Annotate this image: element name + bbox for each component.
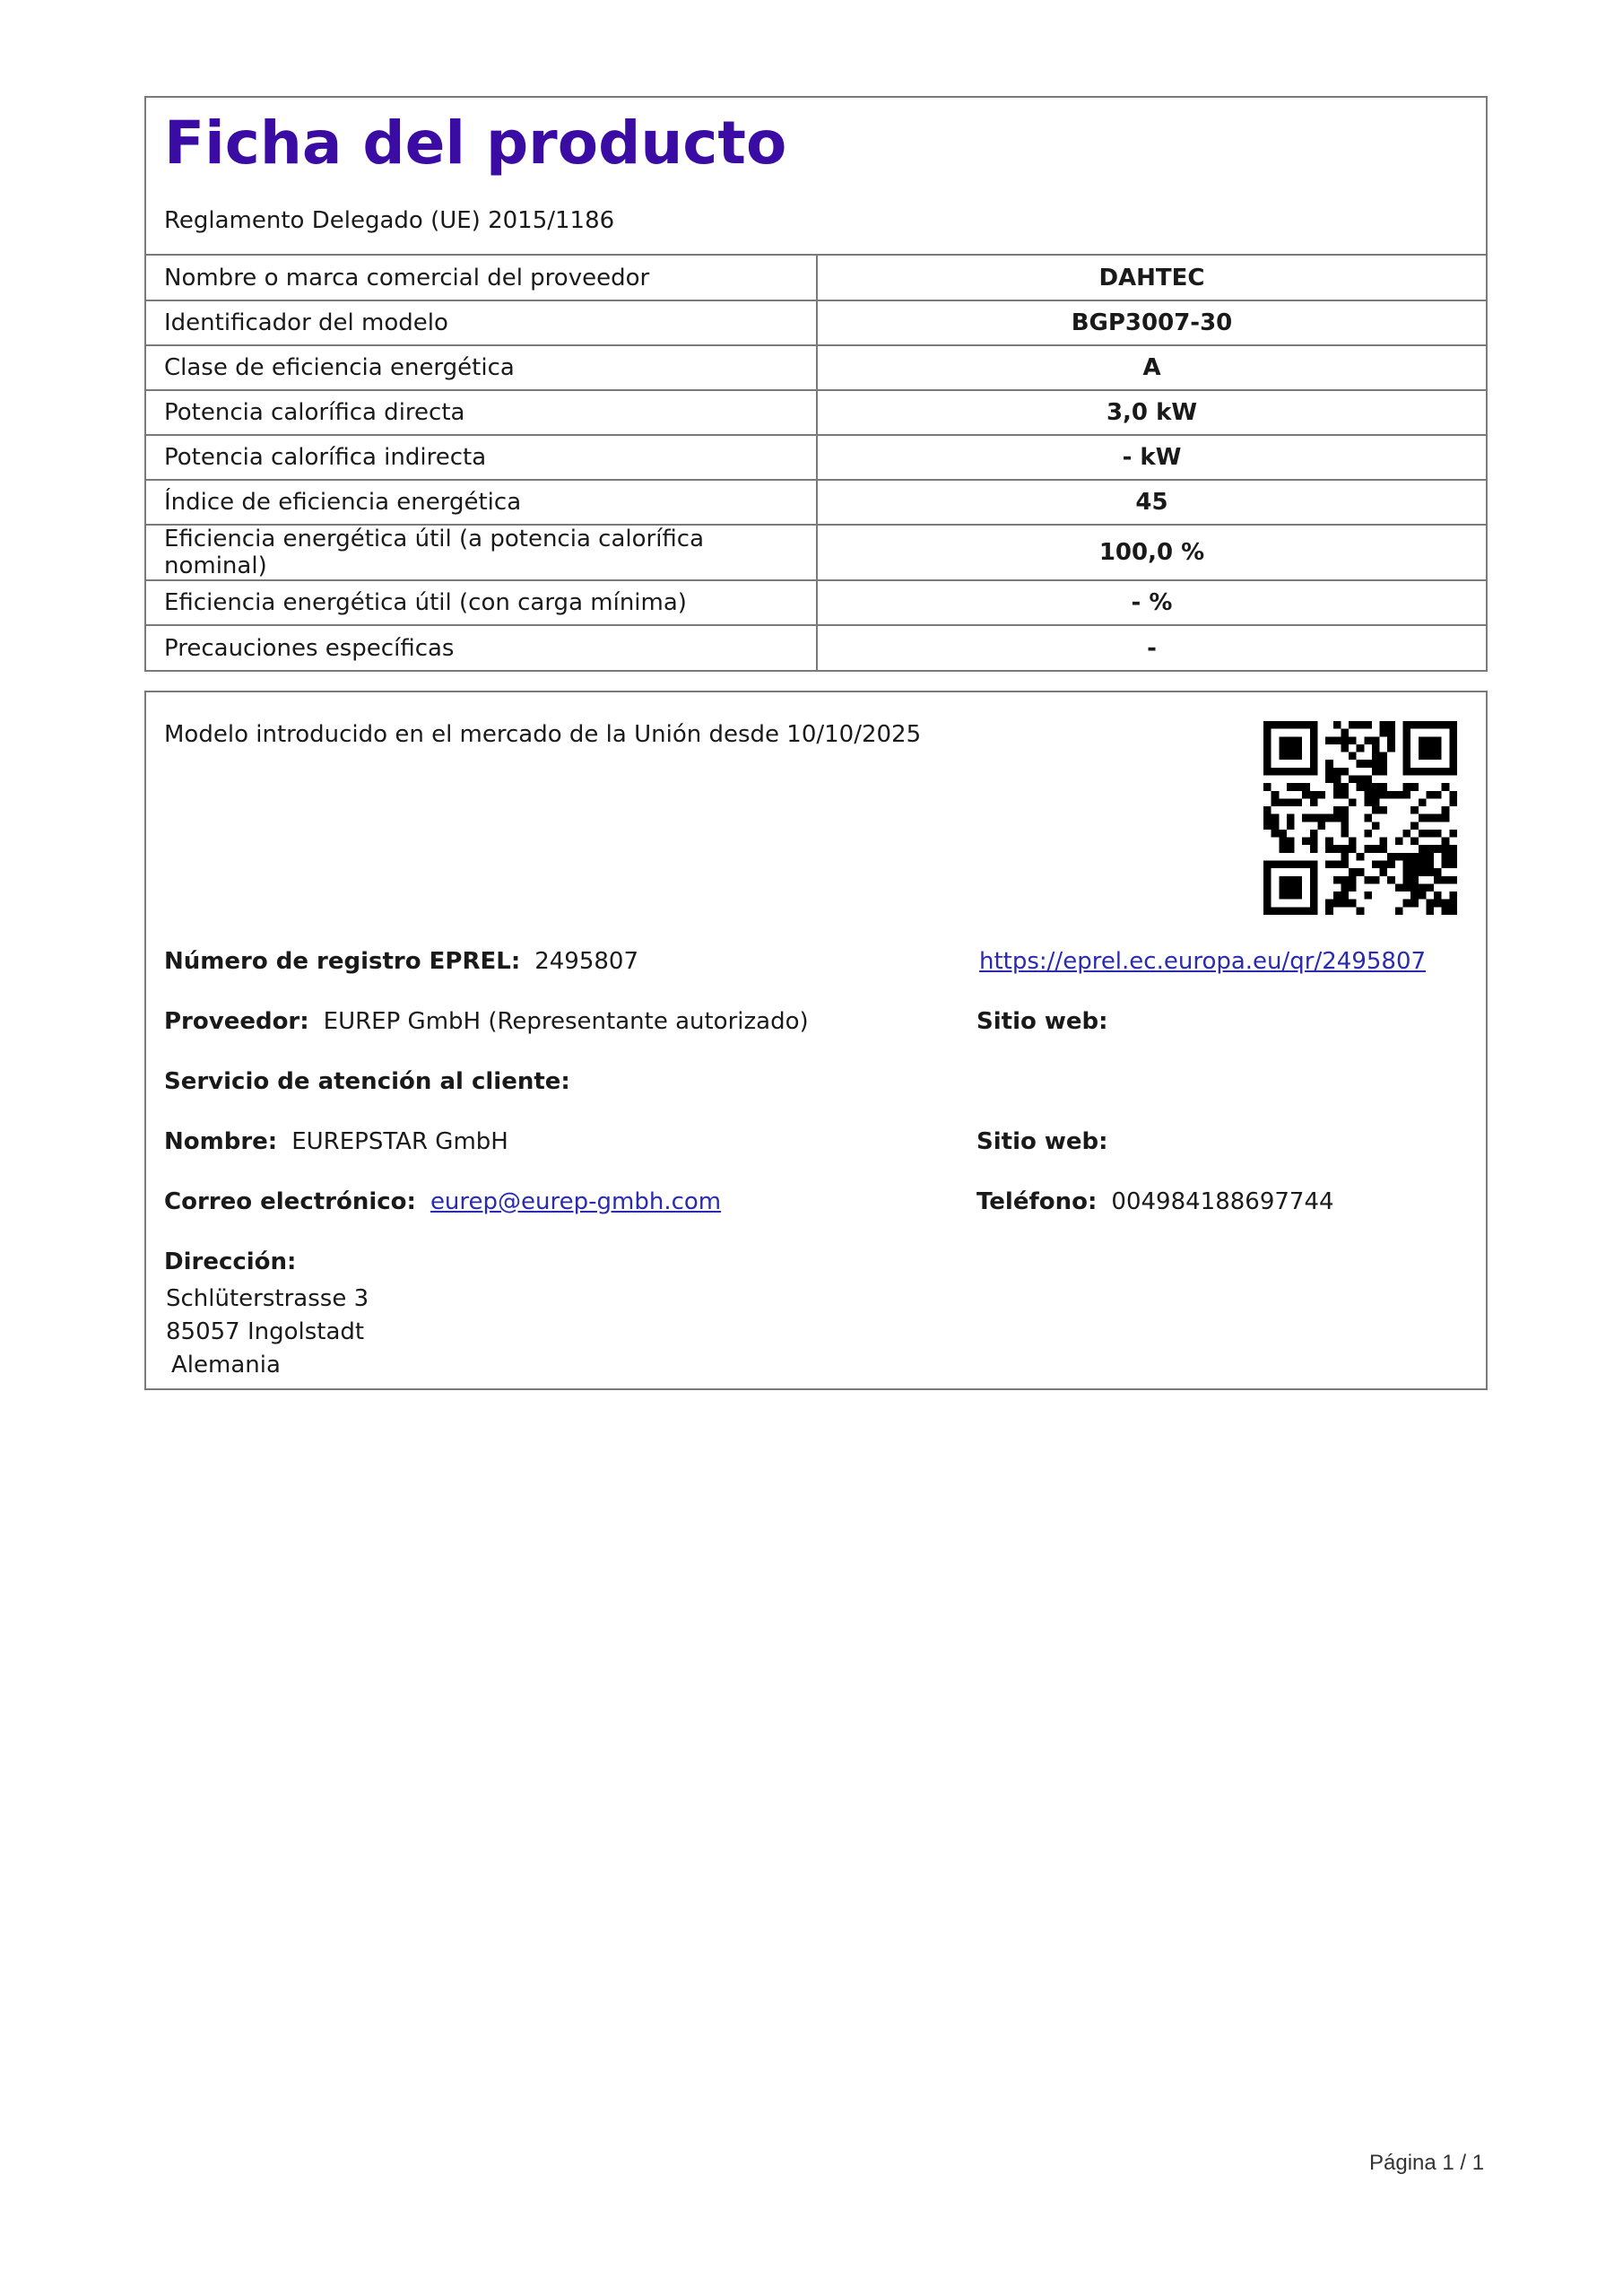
spec-label: Índice de eficiencia energética [146, 480, 817, 525]
service-row [164, 1068, 585, 1095]
email-row [164, 1188, 721, 1215]
spec-label: Identificador del modelo [146, 300, 817, 345]
name-value: EUREPSTAR GmbH [291, 1128, 508, 1155]
eprel-label: Número de registro EPREL: [164, 948, 521, 975]
spec-row [146, 525, 1486, 580]
website-label: Sitio web: [976, 1008, 1108, 1035]
info-box [144, 691, 1488, 1390]
spec-value: - % [817, 580, 1486, 625]
eprel-link[interactable]: https://eprel.ec.europa.eu/qr/2495807 [979, 948, 1427, 975]
address-line: Alemania [171, 1352, 281, 1378]
phone-row [976, 1188, 1334, 1215]
supplier-label: Proveedor: [164, 1008, 309, 1035]
spec-label: Potencia calorífica indirecta [146, 435, 817, 480]
eprel-link-row [979, 948, 1426, 975]
spec-value: BGP3007-30 [817, 300, 1486, 345]
website2-label: Sitio web: [976, 1128, 1108, 1155]
spec-row [146, 580, 1486, 625]
regulation-reference: Reglamento Delegado (UE) 2015/1186 [164, 207, 615, 234]
name-label: Nombre: [164, 1128, 278, 1155]
spec-row [146, 435, 1486, 480]
spec-value: - kW [817, 435, 1486, 480]
spec-label: Precauciones específicas [146, 625, 817, 670]
spec-value: A [817, 345, 1486, 390]
specs-table [146, 256, 1486, 670]
spec-label: Nombre o marca comercial del proveedor [146, 256, 817, 300]
market-date-text: Modelo introducido en el mercado de la Unión desde 10/10/2025 [164, 721, 922, 748]
spec-value: DAHTEC [817, 256, 1486, 300]
address-label: Dirección: [164, 1248, 297, 1275]
spec-value: 3,0 kW [817, 390, 1486, 435]
address-line: 85057 Ingolstadt [166, 1318, 365, 1345]
page-title: Ficha del producto [164, 109, 787, 178]
website2-row [976, 1128, 1123, 1155]
spec-value: - [1147, 634, 1157, 662]
spec-row [146, 390, 1486, 435]
eprel-number: 2495807 [534, 948, 639, 975]
page-number: Página 1 / 1 [1369, 2151, 1485, 2175]
supplier-row [164, 1008, 809, 1035]
spec-label: Potencia calorífica directa [146, 390, 817, 435]
spec-row [146, 256, 1486, 300]
supplier-value: EUREP GmbH (Representante autorizado) [323, 1008, 809, 1035]
address-label-row [164, 1248, 310, 1275]
email-label: Correo electrónico: [164, 1188, 416, 1215]
website-row [976, 1008, 1123, 1035]
title-block [146, 98, 1486, 256]
spec-row [146, 625, 1486, 670]
phone-label: Teléfono: [976, 1188, 1098, 1215]
spec-label: Eficiencia energética útil (a potencia calorífica nominal) [146, 525, 817, 580]
spec-value: 100,0 % [817, 525, 1486, 580]
spec-row [146, 345, 1486, 390]
spec-row [146, 480, 1486, 525]
address-block [166, 1283, 369, 1382]
phone-value: 004984188697744 [1111, 1188, 1334, 1215]
spec-label: Clase de eficiencia energética [146, 345, 817, 390]
name-row [164, 1128, 508, 1155]
qr-code-icon [1263, 721, 1457, 915]
spec-row [146, 300, 1486, 345]
product-sheet [144, 96, 1488, 672]
address-line: Schlüterstrasse 3 [166, 1285, 369, 1312]
spec-label: Eficiencia energética útil (con carga mínima) [146, 580, 817, 625]
service-label: Servicio de atención al cliente: [164, 1068, 570, 1095]
spec-value: 45 [817, 480, 1486, 525]
email-link[interactable]: eurep@eurep-gmbh.com [430, 1188, 722, 1215]
eprel-row [164, 948, 638, 975]
